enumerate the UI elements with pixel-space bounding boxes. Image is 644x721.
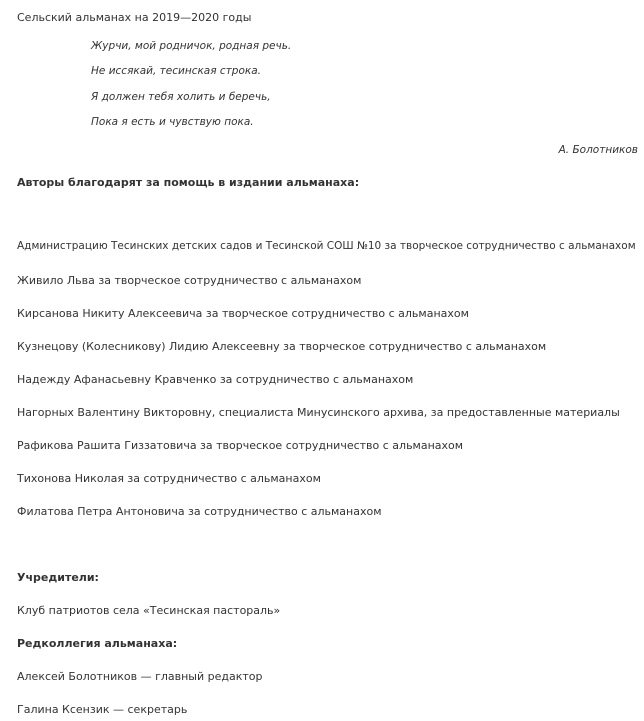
thanks-heading: Авторы благодарят за помощь в издании альманаха: — [17, 176, 360, 189]
editorial-member: Алексей Болотников — главный редактор — [17, 670, 263, 683]
list-item: Кирсанова Никиту Алексеевича за творческое сотрудничество с альманахом — [17, 307, 469, 320]
epigraph-line: Я должен тебя холить и беречь, — [91, 91, 271, 103]
founders-heading: Учредители: — [17, 571, 99, 584]
page-title: Сельский альманах на 2019—2020 годы — [17, 11, 252, 24]
list-item: Кузнецову (Колесникову) Лидию Алексеевну за творческое сотрудничество с альманахом — [17, 340, 547, 353]
list-item: Надежду Афанасьевну Кравченко за сотрудничество с альманахом — [17, 373, 414, 386]
epigraph-line: Не иссякай, тесинская строка. — [91, 65, 261, 77]
list-item: Живило Льва за творческое сотрудничество с альманахом — [17, 274, 362, 287]
list-item: Нагорных Валентину Викторовну, специалиста Минусинского архива, за предоставленные материалы — [17, 406, 620, 419]
editorial-member: Галина Ксензик — секретарь — [17, 703, 188, 716]
list-item: Администрацию Тесинских детских садов и Тесинской СОШ №10 за творческое сотрудничество с альманахом — [17, 240, 636, 252]
editorial-heading: Редколлегия альманаха: — [17, 637, 178, 650]
list-item: Тихонова Николая за сотрудничество с альманахом — [17, 472, 321, 485]
list-item: Рафикова Рашита Гиззатовича за творческое сотрудничество с альманахом — [17, 439, 464, 452]
epigraph-author: А. Болотников — [558, 144, 638, 156]
founders-text: Клуб патриотов села «Тесинская пастораль» — [17, 604, 281, 617]
list-item: Филатова Петра Антоновича за сотрудничество с альманахом — [17, 505, 382, 518]
epigraph-line: Журчи, мой родничок, родная речь. — [91, 40, 292, 52]
epigraph-line: Пока я есть и чувствую пока. — [91, 116, 254, 128]
